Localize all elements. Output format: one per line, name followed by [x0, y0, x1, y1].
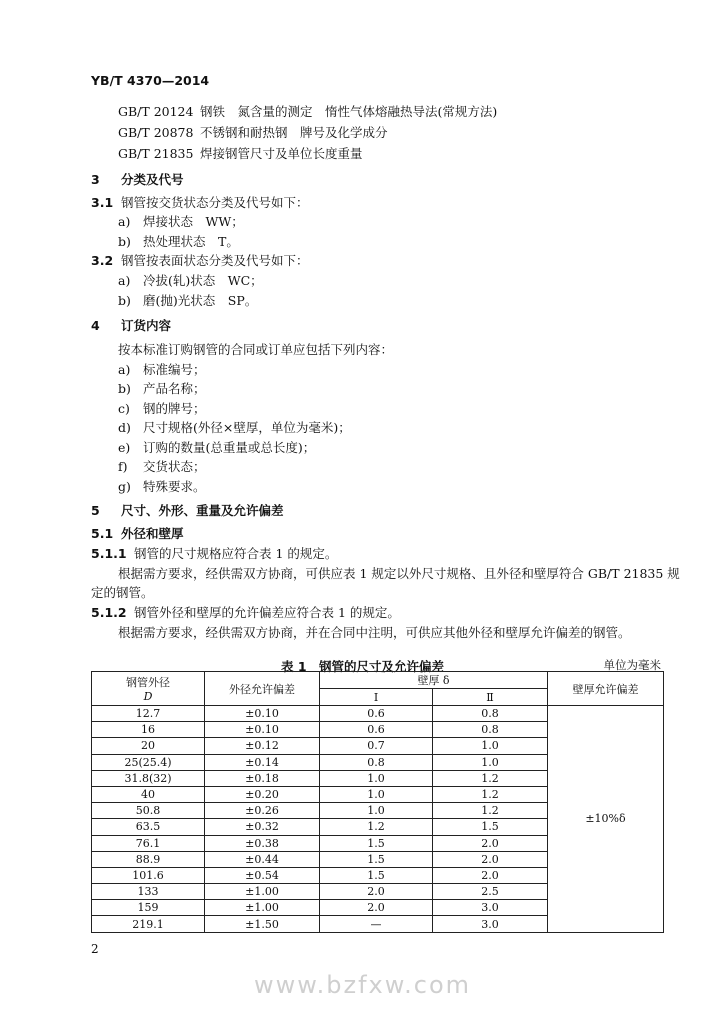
reference-item — [118, 146, 363, 162]
table-cell-i: 0.6 — [320, 722, 433, 738]
dimension-table — [91, 671, 664, 933]
table-cell-d: 76.1 — [92, 835, 205, 851]
clause-5-1 — [91, 526, 184, 542]
paragraph: 按本标准订购钢管的合同或订单应包括下列内容： — [118, 342, 394, 357]
header-wt-tolerance: 壁厚允许偏差 — [548, 672, 664, 706]
table-cell-d: 12.7 — [92, 706, 205, 722]
clause-text: 钢管外径和壁厚的允许偏差应符合表 1 的规定。 — [134, 605, 400, 620]
section-number: 5 — [91, 503, 100, 518]
list-item — [118, 273, 263, 289]
table-cell-d: 63.5 — [92, 819, 205, 835]
table-cell-d: 40 — [92, 786, 205, 802]
reference-title: 不锈钢和耐热钢 牌号及化学成分 — [200, 125, 388, 140]
table-cell-tol: ±0.12 — [205, 738, 320, 754]
list-text: 热处理状态 T。 — [143, 234, 239, 249]
table-cell-ii: 0.8 — [433, 706, 548, 722]
table-cell-i: 1.0 — [320, 770, 433, 786]
table-cell-ii: 2.0 — [433, 835, 548, 851]
table-cell-ii: 1.2 — [433, 770, 548, 786]
table-cell-i: 0.6 — [320, 706, 433, 722]
list-marker: b) — [118, 234, 131, 249]
table-cell-ii: 1.5 — [433, 819, 548, 835]
table-unit: 单位为毫米 — [603, 658, 661, 672]
paragraph: 定的钢管。 — [91, 585, 154, 600]
list-marker: b) — [118, 381, 131, 396]
clause-number: 3.1 — [91, 195, 114, 210]
table-cell-ii: 1.2 — [433, 786, 548, 802]
clause-5-1-2 — [91, 605, 400, 621]
list-item — [118, 381, 206, 397]
list-text: 焊接状态 WW； — [143, 214, 244, 229]
table-cell-ii: 1.0 — [433, 754, 548, 770]
list-item — [118, 440, 315, 456]
table-cell-d: 159 — [92, 900, 205, 916]
list-marker: g) — [118, 479, 131, 494]
list-marker: a) — [118, 214, 131, 229]
clause-text: 钢管按表面状态分类及代号如下： — [121, 253, 309, 268]
list-item — [118, 293, 257, 309]
reference-code: GB/T 21835 — [118, 146, 194, 161]
clause-title: 外径和壁厚 — [121, 526, 184, 541]
table-cell-tol: ±0.14 — [205, 754, 320, 770]
table-cell-d: 20 — [92, 738, 205, 754]
list-marker: c) — [118, 401, 130, 416]
table-cell-tol: ±0.44 — [205, 851, 320, 867]
watermark: www.bzfxw.com — [253, 971, 472, 999]
table-cell-tol: ±0.10 — [205, 706, 320, 722]
header-wt-i: Ⅰ — [320, 689, 433, 706]
list-marker: e) — [118, 440, 131, 455]
clause-text: 钢管的尺寸规格应符合表 1 的规定。 — [134, 546, 338, 561]
header-label: 钢管外径 — [126, 676, 170, 689]
table-cell-d: 219.1 — [92, 916, 205, 932]
table-cell-ii: 3.0 — [433, 900, 548, 916]
section-number: 3 — [91, 172, 100, 187]
reference-item — [118, 104, 497, 120]
list-item — [118, 479, 206, 495]
section-title: 订货内容 — [121, 318, 172, 333]
clause-number: 5.1 — [91, 526, 114, 541]
reference-title: 钢铁 氮含量的测定 惰性气体熔融热导法(常规方法) — [200, 104, 498, 119]
clause-number: 3.2 — [91, 253, 114, 268]
table-cell-d: 50.8 — [92, 803, 205, 819]
list-marker: a) — [118, 362, 131, 377]
table-cell-i: 1.2 — [320, 819, 433, 835]
header-outer-diameter — [92, 672, 205, 706]
clause-3-1 — [91, 195, 309, 211]
clause-number: 5.1.2 — [91, 605, 127, 620]
list-text: 交货状态； — [143, 459, 206, 474]
wall-thickness-tolerance-cell: ±10%δ — [548, 706, 664, 933]
table-cell-d: 31.8(32) — [92, 770, 205, 786]
section-3-heading — [91, 172, 184, 188]
table-cell-d: 101.6 — [92, 867, 205, 883]
list-text: 磨(抛)光状态 SP。 — [143, 293, 258, 308]
reference-code: GB/T 20124 — [118, 104, 194, 119]
list-item — [118, 459, 206, 475]
list-text: 订购的数量(总重量或总长度)； — [143, 440, 316, 455]
section-5-heading — [91, 503, 284, 519]
list-text: 标准编号； — [143, 362, 206, 377]
table-cell-ii: 2.0 — [433, 867, 548, 883]
table-cell-ii: 3.0 — [433, 916, 548, 932]
table-cell-i: — — [320, 916, 433, 932]
standard-number: YB/T 4370—2014 — [91, 73, 210, 88]
list-text: 特殊要求。 — [143, 479, 206, 494]
table-cell-tol: ±1.50 — [205, 916, 320, 932]
table-cell-ii: 1.2 — [433, 803, 548, 819]
list-text: 钢的牌号； — [143, 401, 206, 416]
list-text: 尺寸规格(外径×壁厚，单位为毫米)； — [143, 420, 351, 435]
paragraph: 根据需方要求，经供需双方协商，并在合同中注明，可供应其他外径和壁厚允许偏差的钢管。 — [118, 625, 631, 640]
table-cell-ii: 0.8 — [433, 722, 548, 738]
page-number: 2 — [91, 942, 99, 956]
list-text: 产品名称； — [143, 381, 206, 396]
table-cell-i: 2.0 — [320, 900, 433, 916]
table-cell-ii: 2.5 — [433, 884, 548, 900]
list-item — [118, 420, 351, 436]
table-row — [92, 706, 664, 722]
header-wt-ii: Ⅱ — [433, 689, 548, 706]
table-cell-i: 1.5 — [320, 851, 433, 867]
list-marker: f) — [118, 459, 128, 474]
list-text: 冷拔(轧)状态 WC； — [143, 273, 263, 288]
table-cell-i: 2.0 — [320, 884, 433, 900]
header-symbol: D — [143, 690, 153, 703]
section-number: 4 — [91, 318, 100, 333]
table-cell-d: 25(25.4) — [92, 754, 205, 770]
table-cell-ii: 1.0 — [433, 738, 548, 754]
header-od-tolerance: 外径允许偏差 — [205, 672, 320, 706]
table-cell-i: 0.7 — [320, 738, 433, 754]
section-4-heading — [91, 318, 171, 334]
clause-3-2 — [91, 253, 309, 269]
table-cell-i: 1.5 — [320, 867, 433, 883]
clause-number: 5.1.1 — [91, 546, 127, 561]
table-title: 表 1 钢管的尺寸及允许偏差 — [280, 659, 445, 674]
list-marker: b) — [118, 293, 131, 308]
section-title: 尺寸、外形、重量及允许偏差 — [121, 503, 284, 518]
clause-5-1-1 — [91, 546, 337, 562]
table-cell-i: 1.5 — [320, 835, 433, 851]
list-item — [118, 234, 239, 250]
table-cell-tol: ±0.20 — [205, 786, 320, 802]
table-cell-tol: ±0.10 — [205, 722, 320, 738]
table-cell-tol: ±1.00 — [205, 884, 320, 900]
table-cell-tol: ±0.26 — [205, 803, 320, 819]
list-item — [118, 401, 206, 417]
table-cell-tol: ±0.18 — [205, 770, 320, 786]
table-cell-tol: ±1.00 — [205, 900, 320, 916]
list-marker: a) — [118, 273, 131, 288]
list-item — [118, 362, 206, 378]
table-cell-tol: ±0.32 — [205, 819, 320, 835]
table-cell-d: 88.9 — [92, 851, 205, 867]
table-cell-i: 0.8 — [320, 754, 433, 770]
table-cell-tol: ±0.54 — [205, 867, 320, 883]
paragraph: 根据需方要求，经供需双方协商，可供应表 1 规定以外尺寸规格、且外径和壁厚符合 GB/T 21835 规 — [118, 566, 680, 581]
list-item — [118, 214, 244, 230]
header-wall-thickness: 壁厚 δ — [320, 672, 548, 689]
table-cell-i: 1.0 — [320, 803, 433, 819]
reference-code: GB/T 20878 — [118, 125, 194, 140]
table-cell-i: 1.0 — [320, 786, 433, 802]
section-title: 分类及代号 — [121, 172, 184, 187]
table-cell-d: 133 — [92, 884, 205, 900]
reference-item — [118, 125, 388, 141]
clause-text: 钢管按交货状态分类及代号如下： — [121, 195, 309, 210]
table-cell-tol: ±0.38 — [205, 835, 320, 851]
reference-title: 焊接钢管尺寸及单位长度重量 — [200, 146, 363, 161]
list-marker: d) — [118, 420, 131, 435]
table-cell-d: 16 — [92, 722, 205, 738]
table-cell-ii: 2.0 — [433, 851, 548, 867]
